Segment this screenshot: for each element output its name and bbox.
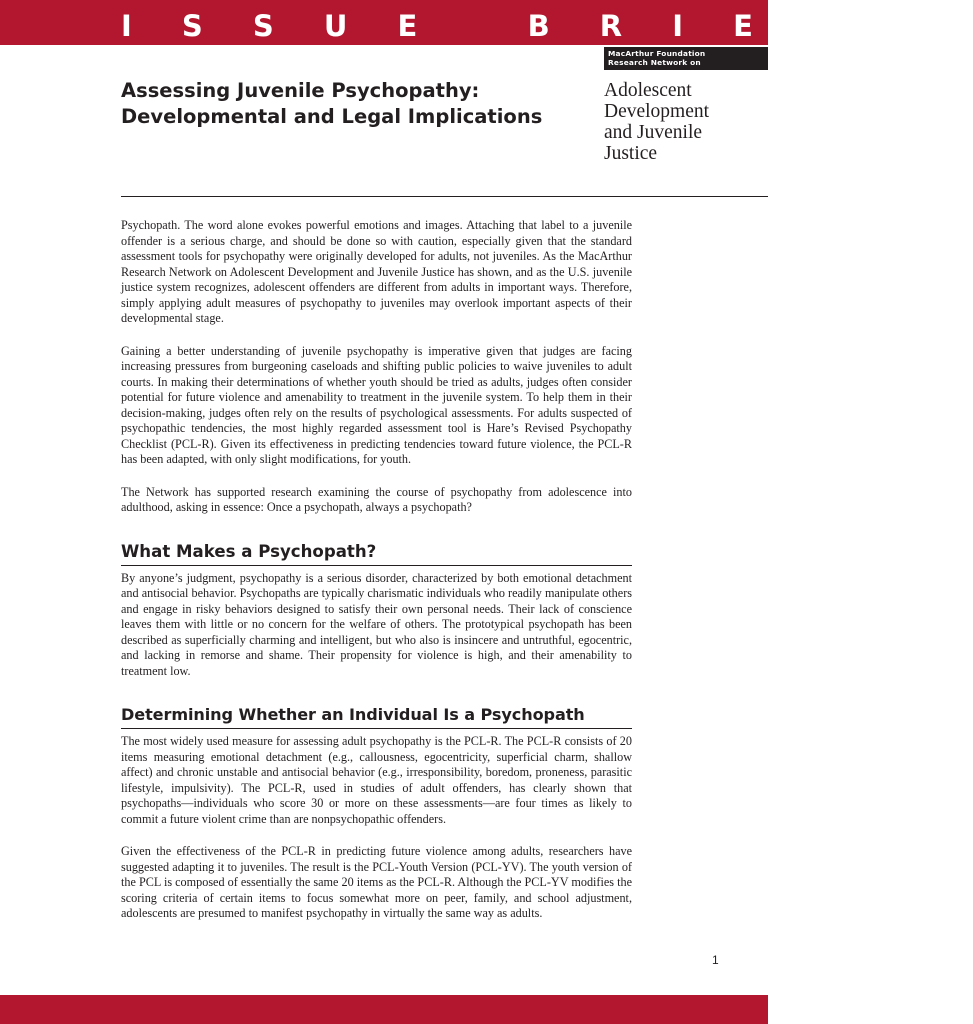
issue-brief-label: I S S U E B R I E F 4	[121, 9, 973, 43]
document-title-line-2: Developmental and Legal Implications	[121, 105, 543, 128]
intro-paragraph-3: The Network has supported research examining the course of psychopathy from adolescence into adulthood, asking in essence: Once a psychopath, always a psychopath?	[121, 484, 632, 514]
network-logo	[604, 47, 768, 164]
section-heading-determining: Determining Whether an Individual Is a Psychopath	[121, 705, 632, 729]
logo-tagline-line-2: Research Network on	[608, 58, 701, 67]
logo-tagline-line-1: MacArthur Foundation	[608, 49, 706, 58]
document-title-line-1: Assessing Juvenile Psychopathy:	[121, 79, 480, 102]
page-number: 1	[712, 953, 719, 967]
logo-wordmark-line-3: and Juvenile	[604, 122, 703, 143]
section-heading-what-makes: What Makes a Psychopath?	[121, 542, 632, 566]
section2-paragraph-1: The most widely used measure for assessing adult psychopathy is the PCL-R. The PCL-R consists of 20 items measuring emotional detachment (e.g., callousness, egocentricity, superficial charm, shallow affect) and chronic unstable and antisocial behavior (e.g., irresponsibility, boredom, proneness, parasitic lifestyle, impulsivity). The PCL-R, used in studies of adult offenders, has clearly shown that psychopaths—individuals who score 30 or more on these assessments—are four times as likely to commit a future violent crime than are nonpsychopathic offenders.	[121, 734, 632, 826]
logo-wordmark-line-1: Adolescent	[604, 80, 692, 101]
document-title	[121, 78, 571, 130]
intro-paragraph-2: Gaining a better understanding of juvenile psychopathy is imperative given that judges are facing increasing pressures from burgeoning caseloads and shifting public policies to waive juveniles to adult courts. In making their determinations of whether youth should be tried as adults, judges often consider potential for future violence and amenability to treatment in the juvenile system. To help them in their decision-making, judges often rely on the results of psychological assessments. For adults suspected of psychopathic tendencies, the most highly regarded assessment tool is Hare’s Revised Psychopathy Checklist (PCL-R). Given its effectiveness in predicting tendencies toward future violence, the PCL-R has been adapted, with only slight modifications, for youth.	[121, 343, 632, 466]
main-content	[121, 218, 632, 939]
logo-tagline	[604, 47, 768, 70]
section1-paragraph-1: By anyone’s judgment, psychopathy is a serious disorder, characterized by both emotional detachment and antisocial behavior. Psychopaths are typically charismatic individuals who readily manipulate others and engage in risky behaviors designed to satisfy their own personal needs. Their lack of conscience leaves them with little or no concern for the welfare of others. The prototypical psychopath has been described as superficially charming and intelligent, but who also is insincere and untruthful, egocentric, and lacking in remorse and shame. Their propensity for violence is high, and their amenability to treatment low.	[121, 570, 632, 678]
logo-wordmark	[604, 80, 768, 164]
top-banner	[0, 0, 973, 45]
intro-paragraph-1: Psychopath. The word alone evokes powerful emotions and images. Attaching that label to a juvenile offender is a serious charge, and should be done so with caution, especially given that the standard assessment tools for psychopathy were originally developed for adults, not juveniles. As the MacArthur Research Network on Adolescent Development and Juvenile Justice has shown, and as the U.S. juvenile justice system recognizes, adolescent offenders are different from adults in important ways. Therefore, simply applying adult measures of psychopathy to juveniles may overlook important aspects of their developmental stage.	[121, 218, 632, 325]
logo-wordmark-line-4: Justice	[604, 143, 658, 164]
section2-paragraph-2: Given the effectiveness of the PCL-R in predicting future violence among adults, researchers have suggested adapting it to juveniles. The result is the PCL-Youth Version (PCL-YV). The youth version of the PCL is composed of essentially the same 20 items as the PCL-R. Although the PCL-YV modifies the scoring criteria of certain items to focus somewhat more on peer, family, and school adjustment, adolescents are presumed to manifest psychopathy in virtually the same way as adults.	[121, 844, 632, 920]
bottom-banner	[0, 995, 768, 1024]
title-divider	[121, 196, 768, 197]
logo-wordmark-line-2: Development	[604, 101, 710, 122]
